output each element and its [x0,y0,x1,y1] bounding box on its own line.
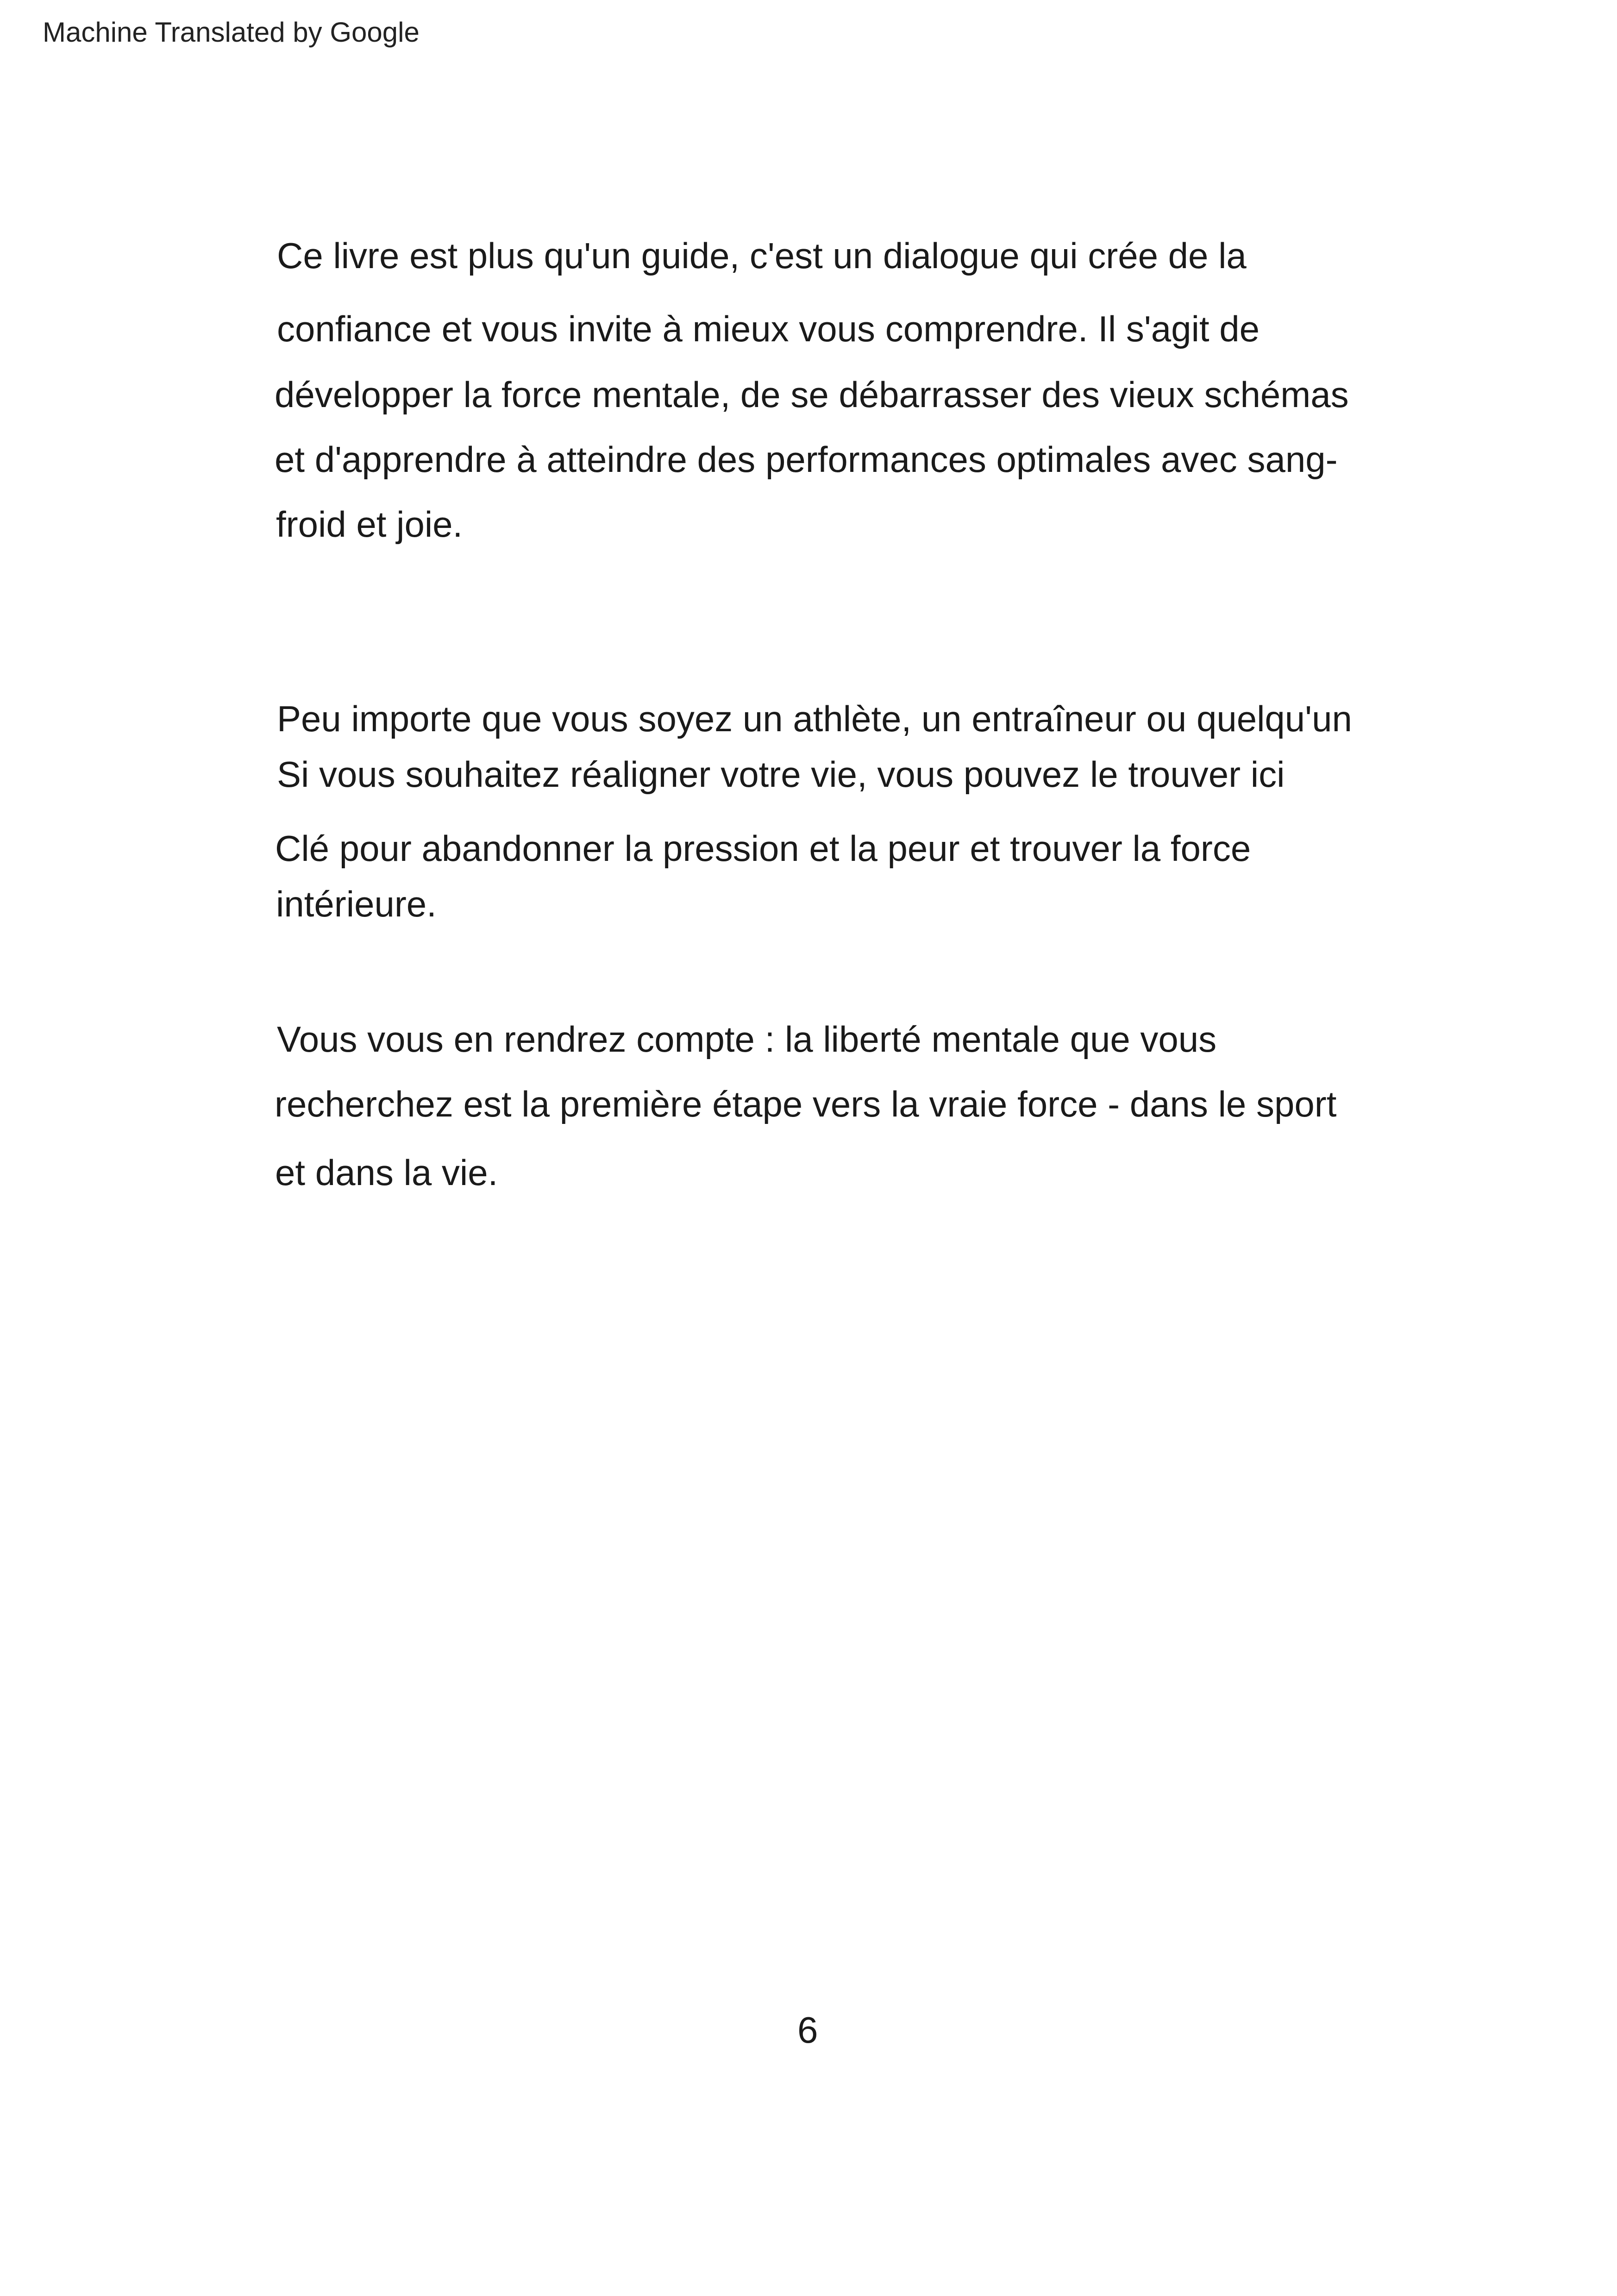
text-line: Peu importe que vous soyez un athlète, un entraîneur ou quelqu'un [277,698,1352,739]
text-line: Clé pour abandonner la pression et la peur et trouver la force [275,828,1251,869]
text-line: Si vous souhaitez réaligner votre vie, vous pouvez le trouver ici [277,754,1285,795]
text-line: intérieure. [276,884,437,924]
text-line: Ce livre est plus qu'un guide, c'est un dialogue qui crée de la [277,235,1247,276]
text-line: et d'apprendre à atteindre des performances optimales avec sang- [275,439,1338,480]
text-line: développer la force mentale, de se débarrasser des vieux schémas [275,374,1349,415]
text-line: recherchez est la première étape vers la vraie force - dans le sport [275,1084,1337,1124]
text-line: et dans la vie. [275,1152,498,1193]
text-line: Vous vous en rendrez compte : la liberté mentale que vous [277,1019,1217,1060]
page-number: 6 [797,2009,818,2051]
machine-translation-note: Machine Translated by Google [43,17,420,48]
text-line: froid et joie. [276,504,463,545]
text-line: confiance et vous invite à mieux vous comprendre. Il s'agit de [277,308,1260,349]
